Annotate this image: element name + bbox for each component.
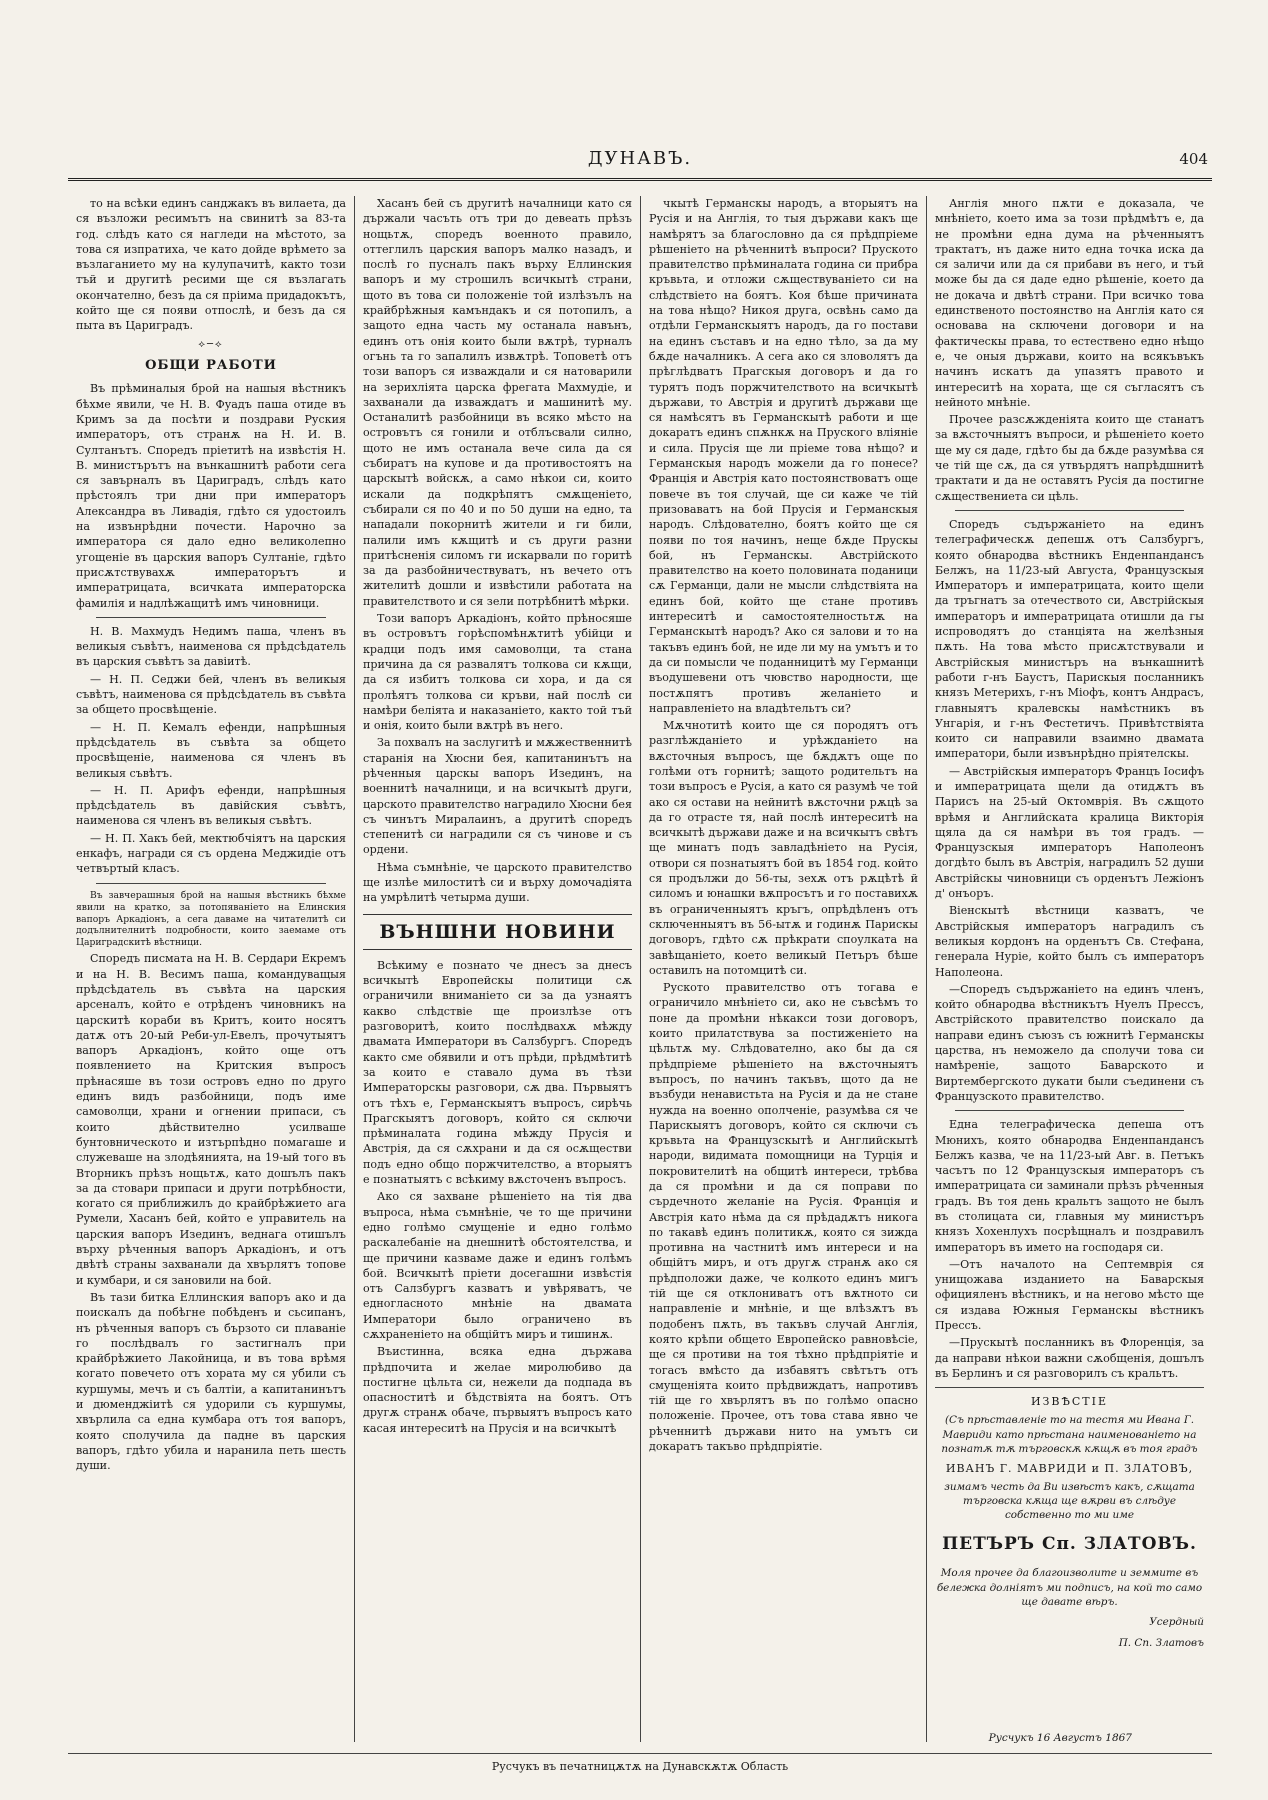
divider [96,617,326,618]
ornament-divider: ⟡─⟡ [198,338,224,350]
paragraph-small: Въ завчерашныя брой на нашыя вѣстникъ бѣхме явили на кратко, за потопяваніето на Елинския вапоръ Аркадіонъ, а сега даваме на читателитѣ си додълнителнитѣ подробности, които заемаме отъ Цариградскитѣ вѣстници. [76,889,346,949]
divider [955,510,1184,511]
sign-closing: Усердный [1149,1616,1204,1629]
paragraph: — Н. П. Хакъ бей, мектюбчіятъ на царския енкафъ, награди ся съ ордена Меджидіе отъ четвъртый класъ. [76,831,346,876]
paragraph: — Н. П. Кемалъ ефенди, напрѣшныя прѣдсѣдатель въ съвѣта за общето просвѣщеніе, наименова ся членъ въ великыя съвѣтъ. [76,720,346,780]
divider [955,1110,1184,1111]
column-1 [68,196,354,1742]
paragraph: Віенскытѣ вѣстници казватъ, че Австрійскыя императоръ наградилъ съ великыя кордонъ на орденътъ Св. Стефана, генерала Нуріе, който былъ съ императоръ Наполеона. [935,904,1204,979]
paragraph: Всѣкиму е познато че днесъ за днесъ всичкытѣ Европейскы политици сѫ ограничили вниманіето си за да узнаятъ какво слѣдствіе ще произлѣзе отъ разговоритѣ, които послѣдвахѫ мѣжду двамата Императори въ Салзбургъ. Споредъ както сме обявили и отъ прѣди, прѣдмѣтитѣ за които е ставало дума въ тѣзи Императорскы разговори, сѫ два. Първыятъ отъ тѣхъ е, Германскыятъ въпросъ, сирѣчь Прагскыятъ договоръ, който ся сключи прѣминалата година мѣжду Прусія и Австрія, да ся сѫхрани и да ся осѫществи подъ едно общо поржчителство, а вторыятъ е познатыятъ с всѣкиму вѫсточенъ въпросъ. [363,958,632,1187]
notice-box [935,1387,1204,1650]
paragraph: Този вапоръ Аркадіонъ, който прѣносяше въ островътъ горѣспомѣнѫтитѣ убійци и крадци подъ имя самоволци, та стана причина да ся развалятъ толкова си кѫщи, да ся избитъ толкова си хора, и да ся пролѣятъ толкова си кръви, най послѣ си намѣри беліята и наказаніето, както той тъй и онія, които были вѫтрѣ въ него. [363,612,632,733]
paragraph: Въ прѣминалыя брой на нашыя вѣстникъ бѣхме явили, че Н. В. Фуадъ паша отиде въ Кримъ за да посѣти и поздрави Руския императоръ, отъ странѫ на Н. И. В. Султанътъ. Споредъ пріетитѣ на извѣстія Н. В. министърътъ на вънкашнитѣ работи сега ся завърналъ въ Цариградъ, слѣдъ като прѣстоялъ три дни при императоръ Александра въ Ливадія, гдѣто ся удостоилъ на извънрѣдни почести. Нарочно за императора ся дало едно великолепно угощеніе въ царския вапоръ Султаніе, гдѣто присѫтствувахѫ императорътъ и императрицата, всичката императорска фамилія и надлѣжащитѣ имъ чиновници. [76,382,346,610]
paragraph: Н. В. Махмудъ Недимъ паша, членъ въ великыя съвѣтъ, наименова ся прѣдсѣдатель въ царския съвѣтъ за давіитѣ. [76,624,346,669]
column-3 [640,196,926,1742]
header-rule [68,178,1212,181]
masthead [68,148,1212,174]
paragraph: Въ тази битка Еллинския вапоръ ако и да поискалъ да побѣгне побѣденъ и сьсипанъ, нъ рѣченныя вапоръ съ бързото си плаваніе го послѣдвалъ го застигналъ при крайбрѣжието Лакойница, и въ това врѣмя когато повечето отъ хората му ся убили съ куршумы, мечъ и съ балтіи, а капитанинътъ и дюменджіитѣ ся удорили съ куршумы, хвърлила са една кумбара отъ тоя вапоръ, която сполучила да падне въ царския вапоръ, гдѣто убила и наранила петь шесть души. [76,1290,346,1473]
paragraph: — Н. П. Седжи бей, членъ въ великыя съвѣтъ, наименова ся прѣдсѣдатель въ съвѣта за общето просвѣщеніе. [76,672,346,717]
paragraph: то на всѣки единъ санджакъ въ вилаета, да ся възложи ресимътъ на свинитѣ за 83-та год. слѣдъ като ся нагледи на мѣстото, за това ся изпратиха, че като дойде врѣмето за възлаганието му на кулупачитѣ, както този тъй и другитѣ ресими ще ся възлагать окончателно, безъ да ся пріима придадокътъ, който ще ся появи отпослѣ, и безъ да ся пыта въ Цариградъ. [76,197,346,333]
paragraph: Споредъ писмата на Н. В. Сердари Екремъ и на Н. В. Весимъ паша, командуващыя прѣдсѣдатель въ съвѣта на царския арсеналъ, който е отрѣденъ чиновникъ на царскитѣ кораби въ Критъ, които носятъ датѫ отъ 20-ый Реби-ул-Евелъ, прочутыятъ вапоръ Аркадіонъ, който още отъ появлението на Критския въпросъ прѣнасяше въ този островъ едно по друго единъ видъ разбойници, подъ име самоволци, храни и огнении припаси, съ които дѣйствително усилваше бунтовническото и изтърпѣдно помагаше и служеваше на злодѣянията, на 19-ый того въ Вторникъ прѣзъ нощьтѫ, като дошълъ пакъ за да стовари припаси и други потрѣбности, когато ся приближилъ до крайбрѣжието ага Румели, Хасанъ бей, който е управитель на царския вапоръ Изединъ, веднага отишълъ върху рѣченныя вапоръ Аркадіонъ, и отъ двѣтѣ страны захванали да хвърлятъ топове и кумбари, и ся зановили на бой. [76,952,346,1287]
signature-name: ПЕТЪРЪ Сп. ЗЛАТОВЪ. [942,1533,1197,1554]
paragraph: —Споредъ съдържаніето на единъ членъ, който обнародва вѣстникътъ Нуелъ Прессъ, Австрійското правителство поискало да направи единъ съюзъ съ южнитѣ Германскы царства, нъ неможело да сполучи това си намѣреніе, защото Баварското и Виртембергското дукати были съединени съ Французското правителство. [935,982,1204,1103]
paragraph: чкытѣ Германскы народъ, а вторыятъ на Русія и на Англія, то тыя държави какъ ще намѣрятъ за благословно да ся прѣдпріеме рѣшеніето на рѣченнитѣ въпроси? Пруското правителство прѣминалата година си прибра кръвьта, и отложи сѫществуваніето си на слѣдствіето на боятъ. Коя бѣше причината на това нѣщо? Никоя друга, освѣнь само да отдѣли Германскыятъ народъ, да го постави на единъ съставъ и на едно тѣло, за да му бѫде началникъ. А сега ако ся зловолятъ да прѣглѣдватъ Прагскыя договоръ и да го турятъ подъ поржчителството на всичкытѣ държави, то Австрія и другитѣ държави ще ся намѣсятъ въ Германскытѣ работи и ще докаратъ единъ спѫнкѫ на Пруского вліяніе и сила. Прусія ще ли пріеме това нѣщо? и Германскыя народъ можели да го понесе? Франція и Австрія като постоянствоватъ още повече въ тоя случай, ще си каже че тій призоваватъ на бой Прусія и Германскыя народъ. Слѣдователно, боятъ който ще ся появи по тоя начинъ, неще бѫде Прускы бой, нъ Германскы. Австрійското правителство на което половината поданици сѫ Германци, дали не мысли слѣдствіята на единъ бой, който ще стане противъ интереситѣ и самостоятелностьтѫ на Германскытѣ народъ? Ако ся залови и то на такъвъ единъ бой, не иде ли му на умътъ и то да си помысли че поданницитѣ му Германци въодушевени отъ чювство народности, ще постѫпятъ противъ желаніето и направленіето на владѣтельтъ си? [649,197,918,715]
columns [68,196,1212,1742]
section-heading-general: ОБЩИ РАБОТИ [145,358,277,374]
section-heading-foreign: ВЪНШНИ НОВИНИ [363,914,632,950]
paragraph: Руското правителство отъ тогава е ограничило мнѣніето си, ако не съвсѣмъ то поне да промѣни нѣкакси този договоръ, които прилатствува за постиженіето на цѣльтѫ му. Слѣдователно, ако бы да ся прѣдпріеме рѣшеніето на вѫсточныятъ въпросъ, по начинъ такъвъ, щото да не възбуди ненавистьта на Русія и да не стане нужда на военно ополченіе, разумѣва ся че Парискыятъ договоръ, който ся сключи съ кръвьта на Французскытѣ и Английскытѣ народи, видимата помощници на Турція и покровителитѣ на общитѣ интереси, трѣбва да ся промѣни и да ся поправи по сърдечното желаніе на Русія. Франція и Австрія като нѣма да ся прѣдадѫтъ никога по такавѣ единъ политикѫ, която ся зижда противна на частнитѣ имъ интереси и на общійтъ миръ, и отъ другѫ странѫ ако ся прѣдположи даже, че колкото единъ мигъ тій ще ся отклониватъ отъ вѫтното си направленіе и мнѣніе, и ще влѣзѫтъ въ подобенъ пѫть, въ такъвъ случай Англія, която крѣпи общето Европейско равновѣсіе, ще ся противи на тоя тѣхно прѣдпріятіе и тогасъ вмѣсто да избавятъ свѣтътъ отъ смущеніята които прѣдвиждатъ, напротивъ тій ще го хвърлятъ въ по голѣмо опасно положеніе. Прочее, отъ това става явно че рѣченнитѣ държави нито на умътъ си докаратъ такъво прѣдпріятіе. [649,981,918,1454]
paragraph: Хасанъ бей съ другитѣ началници като ся държали часъть отъ три до девеать прѣзъ нощьтѫ, споредъ военното правило, оттеглилъ царския вапоръ малко назадъ, и послѣ го пусналъ пакъ върху Еллинския вапоръ и му строшилъ всичкытѣ страни, щото въ това си положеніе той излѣзълъ на крайбрѣжныя камъндакъ и ся потопилъ, а защото една часть му останала навънъ, единъ отъ онія които были вѫтрѣ, турналъ огънь та го запалилъ извѫтрѣ. Топоветѣ отъ този вапоръ ся изваждали и ся натоварили на зерихліята царска фрегата Махмудіе, и захванали да изваждатъ и машинитѣ му. Останалитѣ разбойници въ всяко мѣсто на островътъ ся гонили и отблъсвали силно, щото не имъ останала вече сила да ся събиратъ на купове и да противостоятъ на царскытѣ войскѫ, а само нѣкои си, които искали да подкрѣпятъ смѫщеніето, събирали ся по 40 и по 50 души на едно, та нападали покорнитѣ жители и ги били, палили имъ кѫщитѣ и съ други разни притѣсненія силомъ ги искарвали по горитѣ за да разбойничествуватъ, нъ вечето отъ жителитѣ дошли и извѣстили работата на правителството и ся зели потрѣбнитѣ мѣрки. [363,197,632,608]
notice-text: зимамъ честь да Ви извѣстъ какъ, сѫщата търговска кѫща ще вѫрви въ слѣдуе собственно то ми име [944,1480,1195,1522]
divider [96,883,326,884]
page-number: 404 [1179,150,1208,168]
notice-text: (Съ прѣставленіе то на тестя ми Ивана Г. Мавриди като прѣстана наименованіето на познатѫ тѫ търговскѫ кѫщѫ въ тоя градъ [941,1414,1198,1456]
paragraph: За похвалъ на заслугитѣ и мѫжественнитѣ старанія на Хюсни бея, капитанинътъ на рѣченныя царскы вапоръ Изединъ, на военнитѣ началници, и на всичкытѣ други, царското правителство наградило Хюсни бея съ чинътъ Миралаинъ, а другитѣ споредъ степенитѣ си наградили ся съ чинове и съ ордени. [363,736,632,857]
notice-text: Моля прочее да благоизволите и земмите въ бележка долніятъ ми подписъ, на кой то само ще давате вѣръ. [936,1567,1203,1608]
paragraph: Споредъ съдържаніето на единъ телеграфическѫ депешѫ отъ Салзбургъ, която обнародва вѣстникъ Енденпандансъ Белжъ, на 11/23-ый Августа, Французскыя Императоръ и императрицата, които щели да тръгнатъ за отечеството си, Австрійскыя императоръ и императрицата отишли да гы испроводятъ до станціята на желѣзныя пѫть. На това мѣсто присѫтствували и Австрійскыя министъръ на вънкашнитѣ работи г-нъ Баустъ, Парискыя посланникъ князъ Метерихъ, г-нъ Міофъ, контъ Андрасъ, главныятъ кралевскы намѣстникъ въ Унгарія, и г-нъ Фестетичъ. Привѣтствіята които си направили взаимно двамата императори, были извънрѣдно пріятелскы. [935,517,1204,761]
sign-name: П. Сп. Златовъ [1118,1636,1204,1649]
signature-line-2 [935,1636,1204,1650]
printer-line: Русчукъ въ печатницѫтѫ на Дунавскѫтѫ Область [491,1760,789,1773]
notice-title: ИЗВѢСТІЕ [1030,1395,1109,1409]
footer [68,1732,1212,1778]
column-4 [926,196,1212,1742]
column-2 [354,196,640,1742]
paragraph: Прочее разсѫжденіята които ще станатъ за вѫсточныятъ въпроси, и рѣшеніето което ще му ся даде, гдѣто бы да бѫде разумѣва ся че тій ще сѫ, да ся утвърдятъ напрѣдшнитѣ трактати и да не оставятъ Русія да постигне сѫществениета си цѣль. [935,413,1204,503]
paragraph: —Прускытѣ посланникъ въ Флоренція, за да направи нѣкои важни сѫобщенія, дошълъ въ Берлинъ и ся разговорилъ съ кральтъ. [935,1336,1204,1380]
paragraph: — Н. П. Арифъ ефенди, напрѣшныя прѣдсѣдатель въ давійския съвѣтъ, наименова ся членъ въ великыя съвѣтъ. [76,783,346,828]
paragraph: Англія много пѫти е доказала, че мнѣніето, което има за този прѣдмѣтъ е, да не промѣни една дума на рѣченныятъ трактатъ, нъ даже нито една точка иска да ся заличи или да ся прибави въ него, и тъй може бы да ся даде едно рѣшеніе, което да не докача и двѣтѣ страни. При всичко това единственото постоянство на Англія като ся основава на сключени договори и на фактическы права, то естествено едно нѣщо е, че оныя държави, които на всякъвъкъ начинъ искатъ да упазятъ правото и интереситѣ на хората, ще ся съгласятъ съ нейното мнѣніе. [935,197,1204,409]
paragraph: Мѫчнотитѣ които ще ся породятъ отъ разглѣжданіето и урѣжданіето на вѫсточныя въпросъ, ще бѫдѫтъ още по голѣми отъ горнитѣ; защото родительтъ на този въпросъ е Русія, а като ся разумѣ че той ако ся остави на нейнитѣ вѫсточни рѫцѣ за да го отрасте тя, най послѣ интереситѣ на всичкытѣ държави даже и на всичкытъ свѣтъ ще минатъ подъ завладѣніето на Русія, отвори ся познатыятъ бой въ 1854 год. който ся продължи до 56-ты, зехѫ отъ рѫцѣтѣ й силомъ и юнашки вѫпросътъ и го поставихѫ въ ограниченныятъ кръгъ, опрѣдѣленъ отъ сключенныятъ въ 56-ытѫ и годинѫ Парискы договоръ, гдѣто сѫ прѣкрати споулката на завѣщаніето, което великый Петъръ бѣше оставилъ на потомцитѣ си. [649,719,918,977]
newspaper-title: ДУНАВЪ. [587,148,693,169]
notice-names: ИВАНЪ Г. МАВРИДИ и П. ЗЛАТОВЪ, [945,1461,1194,1475]
paragraph: Въистинна, всяка една държава прѣдпочита и желае миролюбиво да постигне цѣльта си, нежели да подпада въ опасноститѣ и бѣдствіята на боятъ. Отъ другѫ странѫ обаче, първыятъ въпросъ като касая интереситѣ на Прусія и на всичкытѣ [363,1345,632,1435]
paragraph: — Австрійскыя императоръ Францъ Іосифъ и императрицата щели да отидѫтъ въ Парисъ на 25-ый Октомврія. Въ сѫщото врѣмя и Английската кралица Викторія щяла да ся намѣри въ тоя градъ. —Французскыя императоръ Наполеонъ догдѣто былъ въ Австрія, наградилъ 52 души Австрійскы чиновници съ орденътъ Лежіонъ д' онъоръ. [935,764,1204,901]
paragraph: Нѣма съмнѣніе, че царското правителство ще излѣе милоститѣ си и върху домочадіята на умрѣлитѣ четырма души. [363,860,632,905]
paragraph: Ако ся захване рѣшеніето на тія два въпроса, нѣма съмнѣніе, че то ще причини едно голѣмо смущеніе и едно голѣмо раскалебаніе на днешнитѣ обстоятелства, и ще причини казваме даже и единъ голѣмъ бой. Всичкытѣ пріети досегашни извѣстія отъ Салзбургъ казватъ и увѣряватъ, че едногласното мнѣніе на двамата Императори было ограничено въ сѫхраненіето на общійтъ миръ и тишинѫ. [363,1190,632,1341]
paragraph: —Отъ началото на Септемврія ся унищожава изданието на Баварскыя официяленъ вѣстникъ, и на негово мѣсто ще ся издава Южныя Германскы вѣстникъ Прессъ. [935,1257,1204,1333]
footer-date: Русчукъ 16 Августъ 1867 [988,1732,1132,1744]
paragraph: Една телеграфическа депеша отъ Мюнихъ, която обнародва Енденпандансъ Белжъ казва, че на 11/23-ый Авг. в. Петъкъ часътъ по 12 Французскыя императоръ съ императрицата си заминали прѣзъ рѣченныя градъ. Въ тоя день кральтъ защото не былъ въ столицата си, главныя му министъръ князъ Хохенлухъ посрѣщналъ и поздравилъ императоръ въ името на господаря си. [935,1118,1204,1254]
signature-line [935,1615,1204,1629]
